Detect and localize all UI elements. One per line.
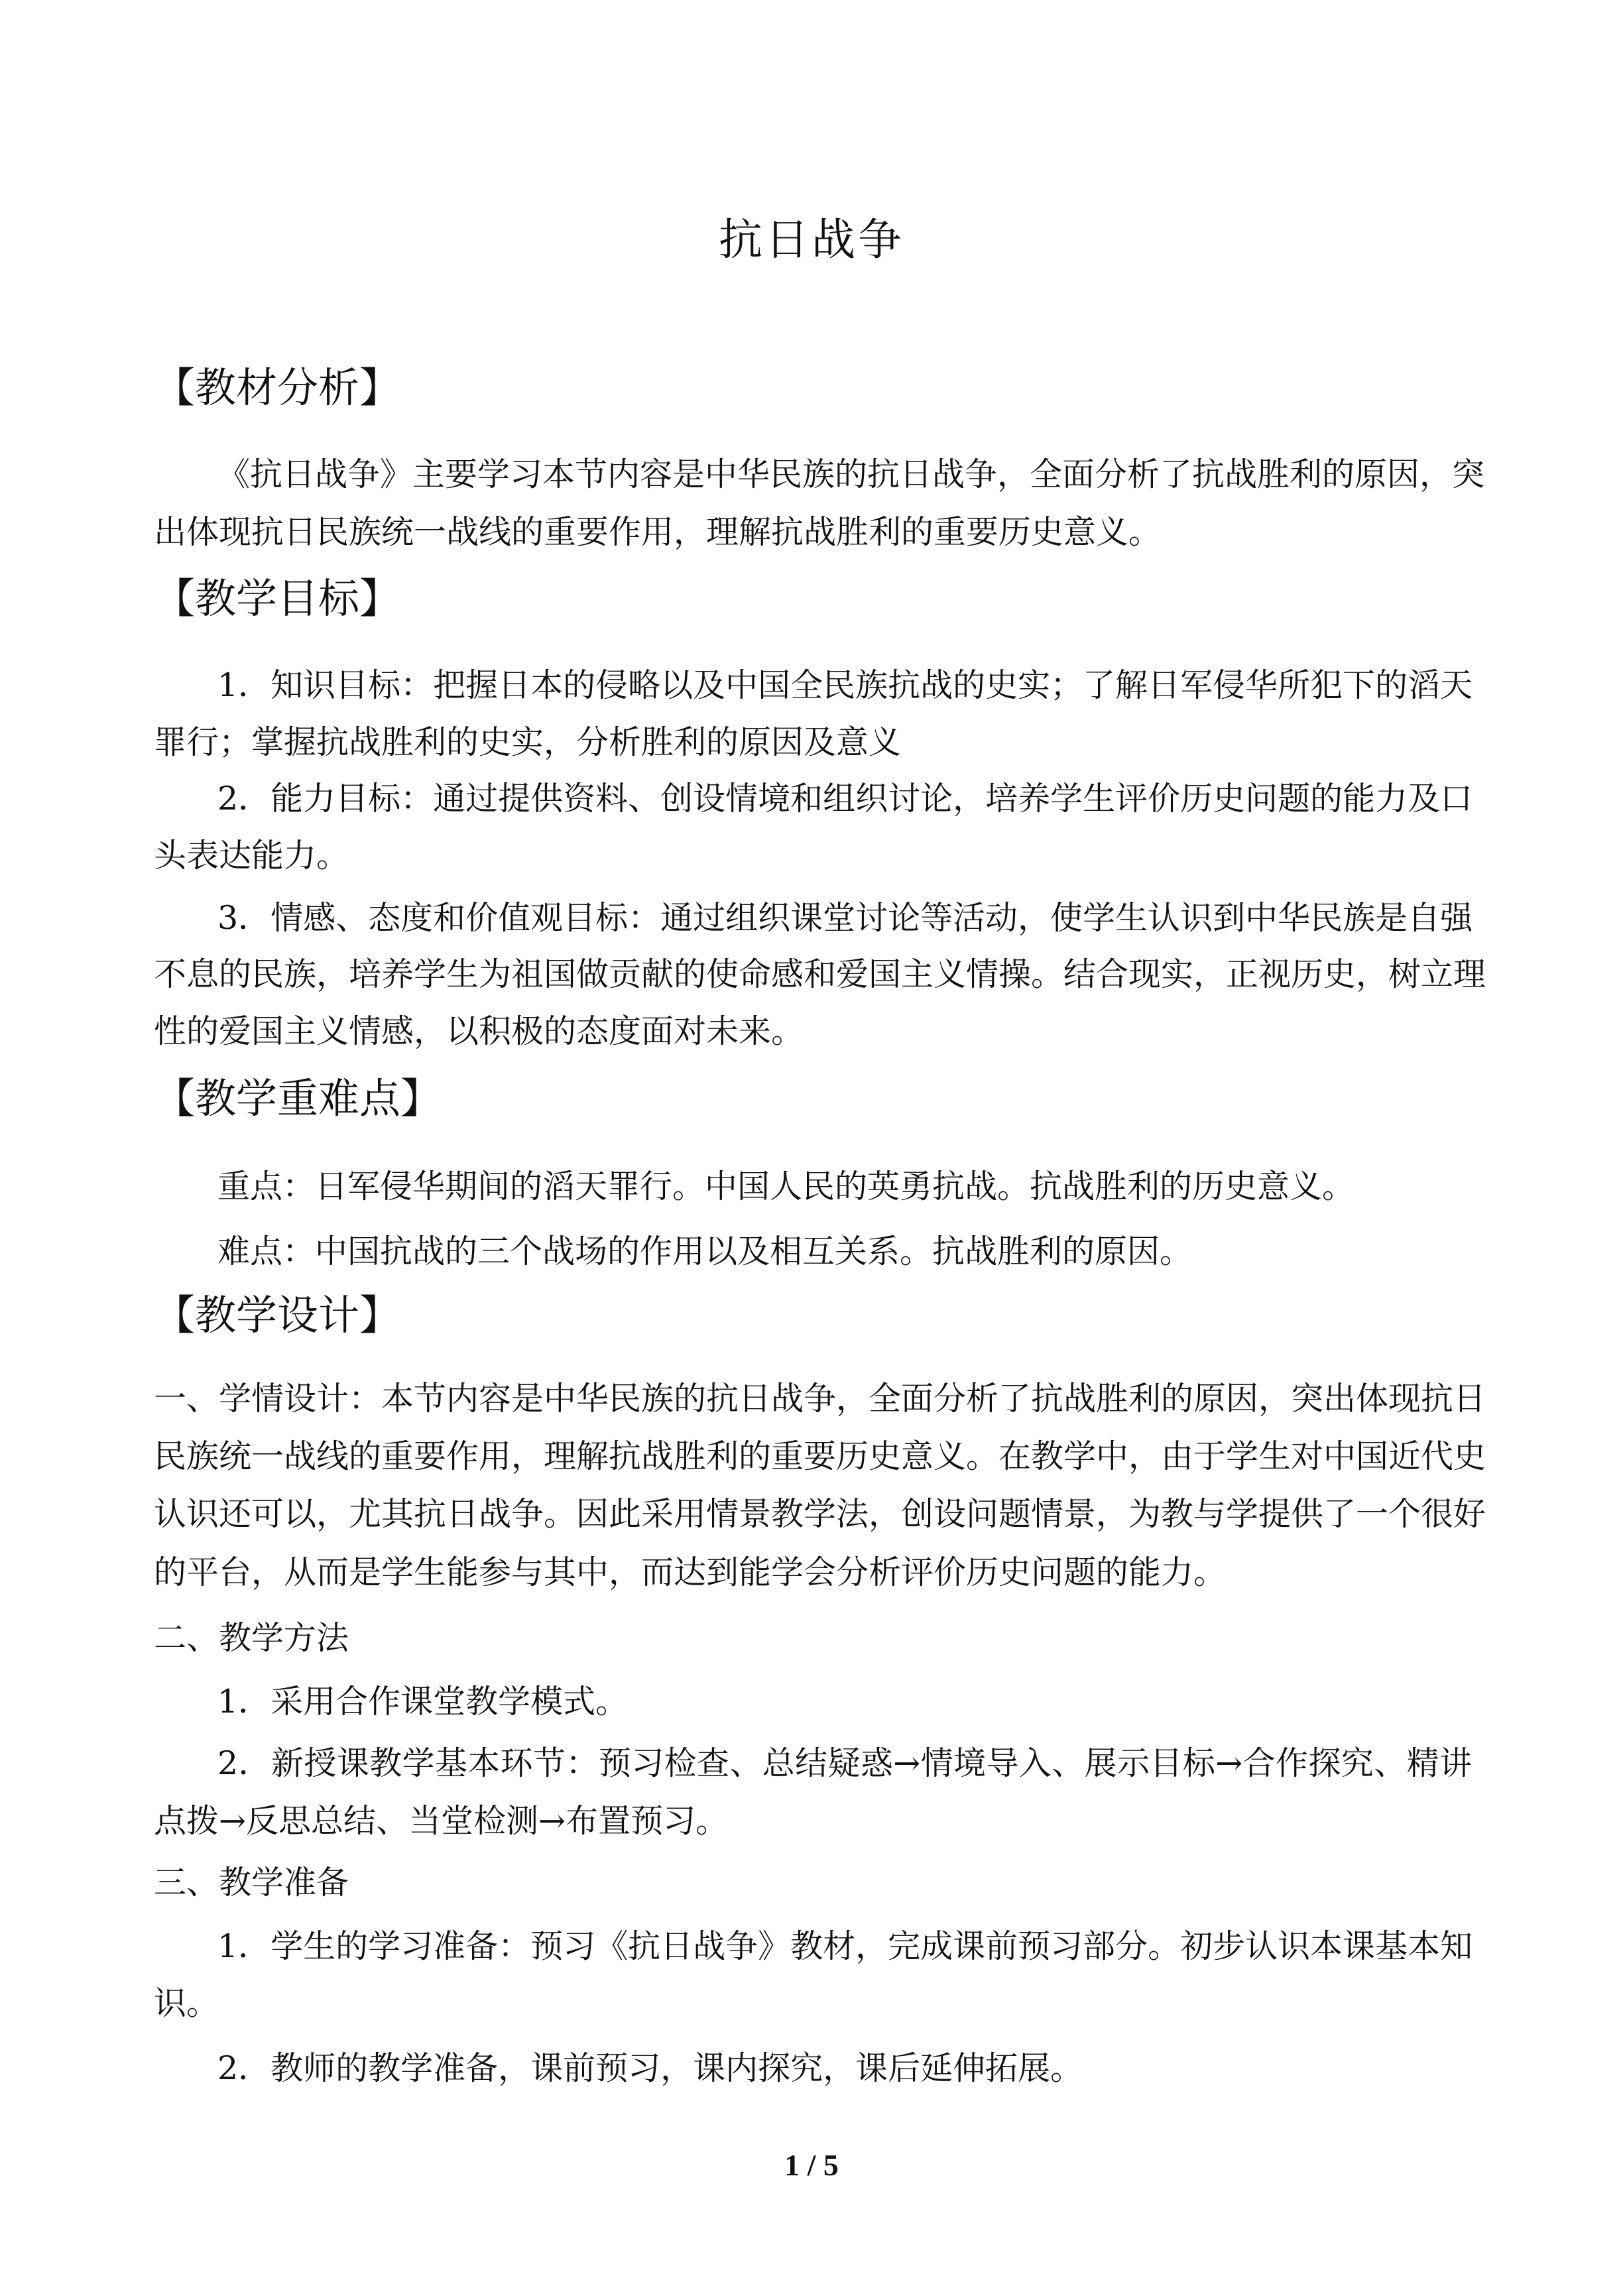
design-paragraph-line: 的平台，从而是学生能参与其中，而达到能学会分析评价历史问题的能力。 [154, 1553, 1227, 1591]
design-paragraph-line: 民族统一战线的重要作用，理解抗战胜利的重要历史意义。在教学中，由于学生对中国近代史 [154, 1437, 1486, 1475]
prep-heading: 三、教学准备 [154, 1864, 349, 1902]
analysis-paragraph-line: 出体现抗日民族统一战线的重要作用，理解抗战胜利的重要历史意义。 [154, 513, 1162, 551]
analysis-paragraph-line: 《抗日战争》主要学习本节内容是中华民族的抗日战争，全面分析了抗战胜利的原因，突 [217, 455, 1485, 493]
design-paragraph-line: 认识还可以，尤其抗日战争。因此采用情景教学法，创设问题情景，为教与学提供了一个很好 [154, 1495, 1486, 1533]
prep-item-line: 2．教师的教学准备，课前预习，课内探究，课后延伸拓展。 [217, 2049, 1083, 2087]
objective-item-line: 性的爱国主义情感，以积极的态度面对未来。 [154, 1012, 804, 1050]
methods-item-line: 2．新授课教学基本环节：预习检查、总结疑惑→情境导入、展示目标→合作探究、精讲 [217, 1744, 1472, 1782]
objective-item-line: 1．知识目标：把握日本的侵略以及中国全民族抗战的史实；了解日军侵华所犯下的滔天 [217, 666, 1473, 704]
design-paragraph-line: 一、学情设计：本节内容是中华民族的抗日战争，全面分析了抗战胜利的原因，突出体现抗日 [154, 1380, 1486, 1418]
section-heading-keypoints: 【教学重难点】 [154, 1074, 442, 1122]
objective-item-line: 头表达能力。 [154, 837, 349, 875]
section-heading-analysis: 【教材分析】 [154, 363, 401, 412]
section-heading-objectives: 【教学目标】 [154, 574, 401, 623]
objective-item-line: 罪行；掌握抗战胜利的史实，分析胜利的原因及意义 [154, 723, 902, 761]
objective-item-line: 不息的民族，培养学生为祖国做贡献的使命感和爱国主义情操。结合现实，正视历史，树立理 [154, 955, 1486, 993]
methods-heading: 二、教学方法 [154, 1619, 349, 1657]
methods-item-line: 1．采用合作课堂教学模式。 [217, 1683, 629, 1721]
prep-item-line: 识。 [154, 1984, 219, 2022]
key-point-line: 重点：日军侵华期间的滔天罪行。中国人民的英勇抗战。抗战胜利的历史意义。 [217, 1168, 1355, 1205]
page-number: 1 / 5 [784, 2148, 839, 2182]
document-title: 抗日战争 [719, 214, 904, 265]
objective-item-line: 2．能力目标：通过提供资料、创设情境和组织讨论，培养学生评价历史问题的能力及口 [217, 780, 1473, 817]
difficult-point-line: 难点：中国抗战的三个战场的作用以及相互关系。抗战胜利的原因。 [217, 1233, 1193, 1270]
objective-item-line: 3．情感、态度和价值观目标：通过组织课堂讨论等活动，使学生认识到中华民族是自强 [217, 899, 1473, 937]
section-heading-design: 【教学设计】 [154, 1291, 401, 1339]
prep-item-line: 1．学生的学习准备：预习《抗日战争》教材，完成课前预习部分。初步认识本课基本知 [217, 1927, 1473, 1965]
methods-item-line: 点拨→反思总结、当堂检测→布置预习。 [154, 1802, 729, 1840]
